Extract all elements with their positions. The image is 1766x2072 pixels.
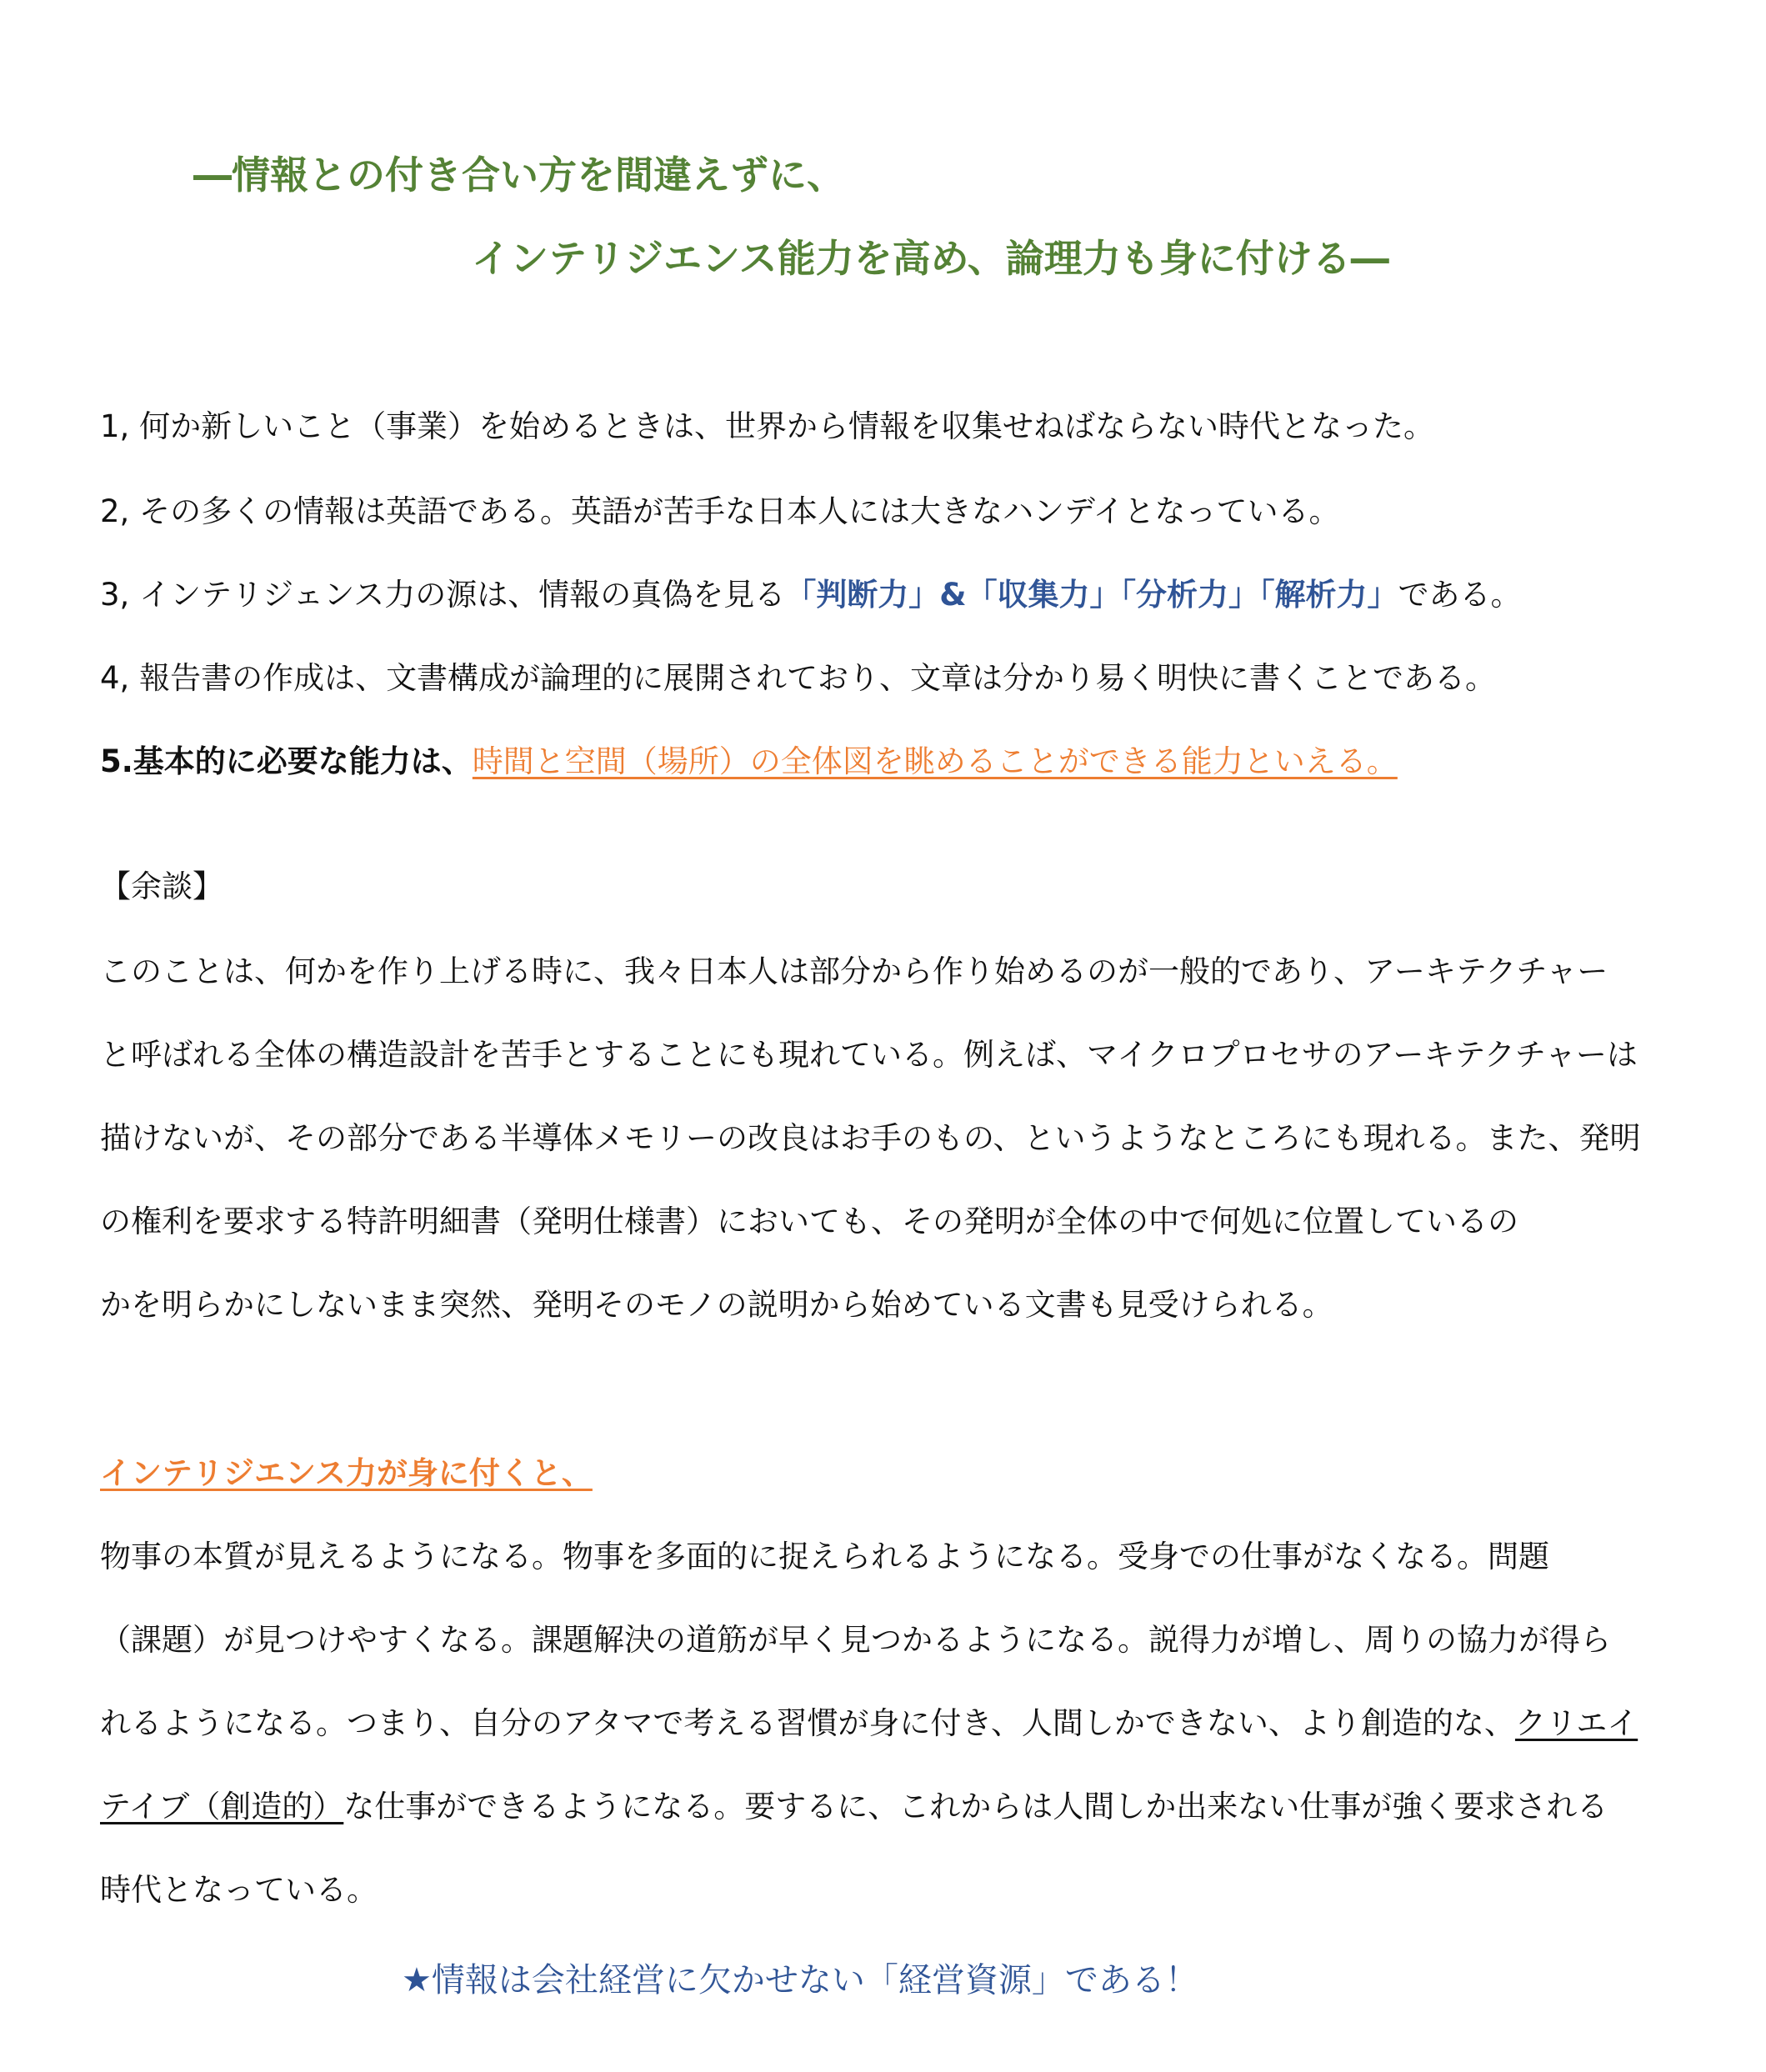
list-item-2: 2, その多くの情報は英語である。英語が苦手な日本人には大きなハンデイとなっている。 <box>100 493 1340 529</box>
abilities-highlight: 「判断力」&「収集力」「分析力」「解析力」 <box>785 577 1398 613</box>
title-line-1: ―情報との付き合い方を間違えずに、 <box>193 153 845 198</box>
list-item-5 <box>100 738 1398 785</box>
ability-highlight: 時間と空間（場所）の全体図を眺めることができる能力といえる。 <box>472 743 1398 779</box>
list-item-5-text: 5.基本的に必要な能力は、 <box>100 743 473 779</box>
aside-line-3: 描けないが、その部分である半導体メモリーの改良はお手のもの、というようなところにも現れる。また、発明 <box>100 1120 1641 1156</box>
benefit-line-3-text: れるようになる。つまり、自分のアタマで考える習慣が身に付き、人間しかできない、より創造的な、 <box>100 1705 1515 1741</box>
benefit-line-3 <box>100 1700 1638 1747</box>
footer-statement: ★情報は会社経営に欠かせない「経営資源」である！ <box>402 1961 1198 1999</box>
benefit-line-5: 時代となっている。 <box>100 1872 378 1908</box>
title-line-2: インテリジエンス能力を高め、論理力も身に付ける― <box>472 236 1389 281</box>
list-item-3 <box>100 572 1521 618</box>
benefit-line-1: 物事の本質が見えるようになる。物事を多面的に捉えられるようになる。受身での仕事がなくなる。問題 <box>100 1539 1549 1574</box>
benefit-line-4 <box>100 1784 1608 1830</box>
aside-line-5: かを明らかにしないまま突然、発明そのモノの説明から始めている文書も見受けられる。 <box>100 1287 1333 1323</box>
benefit-line-2: （課題）が見つけやすくなる。課題解決の道筋が早く見つかるようになる。説得力が増し、周りの協力が得ら <box>100 1622 1611 1658</box>
aside-heading: 【余談】 <box>100 868 223 904</box>
list-item-1: 1, 何か新しいこと（事業）を始めるときは、世界から情報を収集せねばならない時代となった。 <box>100 408 1435 444</box>
list-item-3-end: である。 <box>1398 577 1522 613</box>
aside-line-4: の権利を要求する特許明細書（発明仕様書）においても、その発明が全体の中で何処に位置しているの <box>100 1204 1518 1239</box>
creative-underline-end: テイブ（創造的） <box>100 1789 344 1824</box>
list-item-4: 4, 報告書の作成は、文書構成が論理的に展開されており、文章は分かり易く明快に書くことである。 <box>100 660 1497 696</box>
list-item-3-text: 3, インテリジェンス力の源は、情報の真偽を見る <box>100 577 786 613</box>
creative-underline-start: クリエイ <box>1514 1705 1638 1741</box>
benefit-line-4-text: な仕事ができるようになる。要するに、これからは人間しか出来ない仕事が強く要求される <box>343 1789 1608 1824</box>
aside-line-1: このことは、何かを作り上げる時に、我々日本人は部分から作り始めるのが一般的であり、アーキテクチャー <box>100 953 1608 989</box>
benefit-heading: インテリジエンス力が身に付くと、 <box>100 1455 593 1491</box>
aside-line-2: と呼ばれる全体の構造設計を苦手とすることにも現れている。例えば、マイクロプロセサのアーキテクチャーは <box>100 1037 1638 1073</box>
